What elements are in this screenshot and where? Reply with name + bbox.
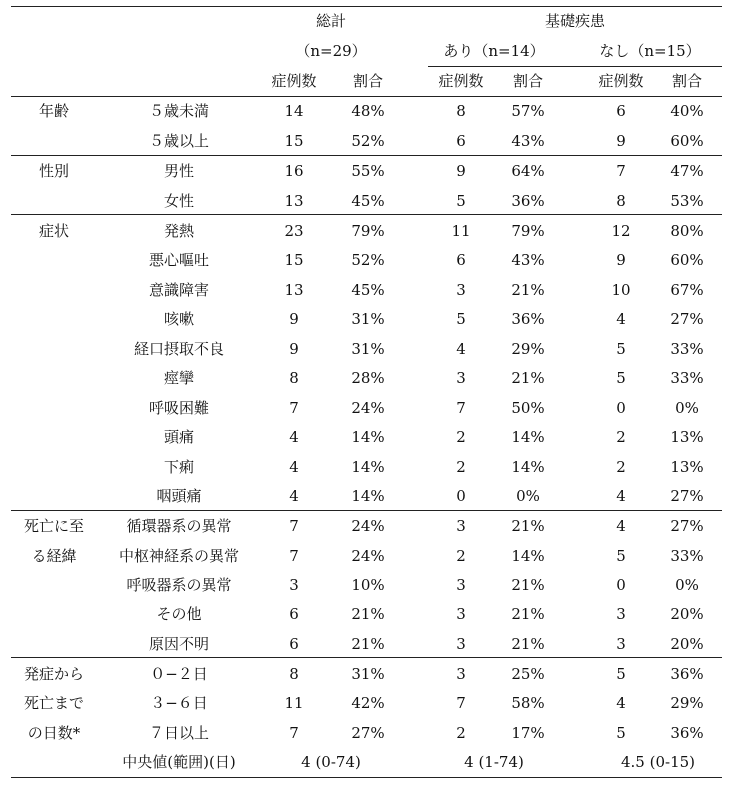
cell-ratio-total: 21% (351, 605, 385, 623)
row-item-label: ７日以上 (148, 724, 210, 742)
top-rule (11, 6, 722, 7)
cell-cases-total: 4 (289, 487, 299, 505)
cell-ratio-total: 31% (351, 310, 385, 328)
cell-cases-with: 3 (456, 281, 466, 299)
header-total-n: （n=29） (295, 42, 367, 60)
cell-ratio-with: 25% (511, 665, 545, 683)
cell-cases-total: 7 (289, 547, 299, 565)
cell-ratio-without: 33% (670, 340, 704, 358)
cell-ratio-with: 36% (511, 192, 545, 210)
cell-ratio-total: 45% (351, 192, 385, 210)
cell-cases-without: 0 (616, 576, 626, 594)
cell-ratio-with: 36% (511, 310, 545, 328)
cell-ratio-without: 80% (670, 222, 704, 240)
row-item-label: 痙攣 (163, 369, 195, 387)
cell-ratio-total: 45% (351, 281, 385, 299)
cell-cases-without: 2 (616, 458, 626, 476)
cell-cases-with: 3 (456, 517, 466, 535)
cell-ratio-without: 27% (670, 487, 704, 505)
cell-cases-total: 4 (289, 428, 299, 446)
cell-cases-total: 14 (284, 102, 304, 120)
cell-cases-with: 6 (456, 132, 466, 150)
header-total-title: 総計 (315, 12, 347, 30)
cell-ratio-total: 21% (351, 635, 385, 653)
row-item-label: 咽頭痛 (156, 487, 202, 505)
cell-cases-total: 15 (284, 251, 304, 269)
cell-ratio-with: 21% (511, 517, 545, 535)
cell-ratio-with: 21% (511, 576, 545, 594)
cell-ratio-with: 14% (511, 428, 545, 446)
cell-cases-without: 3 (616, 635, 626, 653)
cell-cases-total: 7 (289, 399, 299, 417)
cell-cases-with: 7 (456, 399, 466, 417)
cell-ratio-total: 79% (351, 222, 385, 240)
cell-ratio-without: 20% (670, 605, 704, 623)
cell-cases-without: 9 (616, 251, 626, 269)
cell-ratio-total: 42% (351, 694, 385, 712)
rule-after-age (11, 155, 722, 156)
cell-cases-without: 4 (616, 310, 626, 328)
cell-ratio-with: 21% (511, 635, 545, 653)
cell-ratio-without: 0% (675, 399, 699, 417)
cell-ratio-without: 0% (675, 576, 699, 594)
section-label: 発症から (23, 665, 85, 683)
cell-ratio-without: 36% (670, 665, 704, 683)
header-with-condition: あり（n=14） (443, 42, 545, 60)
cell-ratio-with: 43% (511, 251, 545, 269)
cell-ratio-without: 33% (670, 547, 704, 565)
cell-cases-with: 2 (456, 458, 466, 476)
cell-cases-without: 5 (616, 369, 626, 387)
cell-ratio-with: 21% (511, 281, 545, 299)
cell-ratio-with: 14% (511, 547, 545, 565)
row-item-label: 咳嗽 (163, 310, 195, 328)
cell-cases-total: 6 (289, 635, 299, 653)
cell-ratio-with: 29% (511, 340, 545, 358)
header-group-title: 基礎疾患 (544, 12, 606, 30)
cell-cases-with: 0 (456, 487, 466, 505)
row-item-label: 意識障害 (148, 281, 210, 299)
row-item-label: 下痢 (163, 458, 195, 476)
cell-ratio-total: 52% (351, 251, 385, 269)
cell-ratio-with: 64% (511, 162, 545, 180)
median-with: 4 (1-74) (464, 753, 524, 771)
header-without-condition: なし（n=15） (599, 42, 701, 60)
cell-ratio-total: 52% (351, 132, 385, 150)
section-label: 年齢 (38, 102, 70, 120)
cell-ratio-with: 17% (511, 724, 545, 742)
section-label: 症状 (38, 222, 70, 240)
rule-after-cause (11, 657, 722, 658)
cell-ratio-without: 27% (670, 310, 704, 328)
cell-cases-with: 2 (456, 547, 466, 565)
cell-cases-without: 10 (611, 281, 631, 299)
cell-cases-total: 13 (284, 281, 304, 299)
cell-cases-with: 5 (456, 310, 466, 328)
cell-ratio-total: 31% (351, 665, 385, 683)
cell-cases-without: 6 (616, 102, 626, 120)
median-without: 4.5 (0-15) (620, 753, 696, 771)
row-item-label: 呼吸困難 (148, 399, 210, 417)
cell-ratio-without: 67% (670, 281, 704, 299)
cell-ratio-total: 24% (351, 399, 385, 417)
median-label: 中央値(範囲)(日) (122, 753, 236, 771)
section-label: 性別 (38, 162, 70, 180)
header-ratio-with: 割合 (512, 72, 544, 90)
cell-cases-total: 23 (284, 222, 304, 240)
cell-cases-with: 9 (456, 162, 466, 180)
median-total: 4 (0-74) (301, 753, 361, 771)
cell-cases-with: 6 (456, 251, 466, 269)
cell-ratio-with: 0% (516, 487, 540, 505)
cell-cases-total: 7 (289, 517, 299, 535)
cell-ratio-without: 13% (670, 428, 704, 446)
row-item-label: 原因不明 (148, 635, 210, 653)
cell-ratio-without: 13% (670, 458, 704, 476)
cell-cases-total: 9 (289, 310, 299, 328)
cell-ratio-with: 50% (511, 399, 545, 417)
cell-ratio-total: 28% (351, 369, 385, 387)
cell-ratio-total: 27% (351, 724, 385, 742)
cell-cases-without: 2 (616, 428, 626, 446)
row-item-label: 男性 (163, 162, 195, 180)
row-item-label: その他 (156, 605, 202, 623)
bottom-rule (11, 777, 722, 778)
row-item-label: 中枢神経系の異常 (118, 547, 240, 565)
row-item-label: 循環器系の異常 (126, 517, 232, 535)
header-cases-total: 症例数 (271, 72, 317, 90)
cell-cases-with: 11 (451, 222, 471, 240)
cell-ratio-without: 20% (670, 635, 704, 653)
cell-cases-total: 11 (284, 694, 304, 712)
row-item-label: ３−６日 (150, 694, 208, 712)
cell-cases-total: 15 (284, 132, 304, 150)
cell-cases-without: 8 (616, 192, 626, 210)
cell-ratio-without: 60% (670, 251, 704, 269)
row-item-label: ０−２日 (150, 665, 208, 683)
group-underline (428, 66, 722, 67)
cell-cases-without: 12 (611, 222, 631, 240)
cell-cases-with: 4 (456, 340, 466, 358)
cell-cases-total: 8 (289, 665, 299, 683)
cell-ratio-total: 10% (351, 576, 385, 594)
row-item-label: ５歳以上 (148, 132, 210, 150)
row-item-label: ５歳未満 (148, 102, 210, 120)
cell-ratio-total: 55% (351, 162, 385, 180)
cell-cases-without: 5 (616, 340, 626, 358)
cell-ratio-total: 14% (351, 458, 385, 476)
cell-ratio-without: 36% (670, 724, 704, 742)
cell-ratio-with: 21% (511, 605, 545, 623)
cell-cases-without: 5 (616, 724, 626, 742)
rule-after-sex (11, 214, 722, 215)
cell-cases-total: 7 (289, 724, 299, 742)
header-ratio-without: 割合 (671, 72, 703, 90)
header-ratio-total: 割合 (352, 72, 384, 90)
cell-cases-with: 3 (456, 369, 466, 387)
cell-cases-without: 3 (616, 605, 626, 623)
cell-ratio-with: 79% (511, 222, 545, 240)
rule-after-symptoms (11, 510, 722, 511)
cell-ratio-with: 58% (511, 694, 545, 712)
header-cases-with: 症例数 (438, 72, 484, 90)
section-label: の日数* (27, 724, 81, 742)
cell-cases-total: 3 (289, 576, 299, 594)
cell-cases-total: 9 (289, 340, 299, 358)
cell-cases-with: 3 (456, 665, 466, 683)
cell-ratio-without: 60% (670, 132, 704, 150)
header-rule (11, 96, 722, 97)
cell-cases-total: 16 (284, 162, 304, 180)
row-item-label: 経口摂取不良 (133, 340, 225, 358)
row-item-label: 発熱 (163, 222, 195, 240)
cell-cases-with: 3 (456, 576, 466, 594)
row-item-label: 呼吸器系の異常 (126, 576, 232, 594)
cell-cases-total: 6 (289, 605, 299, 623)
cell-ratio-total: 14% (351, 487, 385, 505)
cell-cases-with: 7 (456, 694, 466, 712)
cell-ratio-total: 24% (351, 517, 385, 535)
row-item-label: 女性 (163, 192, 195, 210)
cell-ratio-total: 31% (351, 340, 385, 358)
cell-cases-without: 5 (616, 547, 626, 565)
row-item-label: 頭痛 (163, 428, 195, 446)
cell-cases-total: 8 (289, 369, 299, 387)
cell-cases-without: 7 (616, 162, 626, 180)
cell-ratio-without: 47% (670, 162, 704, 180)
cell-ratio-without: 27% (670, 517, 704, 535)
cell-ratio-total: 24% (351, 547, 385, 565)
cell-ratio-with: 43% (511, 132, 545, 150)
cell-ratio-without: 29% (670, 694, 704, 712)
cell-cases-with: 2 (456, 428, 466, 446)
cell-cases-without: 5 (616, 665, 626, 683)
cell-ratio-without: 40% (670, 102, 704, 120)
section-label: 死亡に至 (23, 517, 85, 535)
cell-cases-with: 5 (456, 192, 466, 210)
cell-cases-total: 13 (284, 192, 304, 210)
section-label: る経緯 (31, 547, 77, 565)
cell-ratio-without: 53% (670, 192, 704, 210)
cell-cases-with: 3 (456, 605, 466, 623)
cell-cases-without: 0 (616, 399, 626, 417)
cell-ratio-with: 57% (511, 102, 545, 120)
cell-cases-with: 3 (456, 635, 466, 653)
cell-cases-without: 4 (616, 487, 626, 505)
header-cases-without: 症例数 (598, 72, 644, 90)
cell-ratio-total: 48% (351, 102, 385, 120)
cell-cases-without: 4 (616, 694, 626, 712)
cell-ratio-with: 14% (511, 458, 545, 476)
cell-cases-with: 8 (456, 102, 466, 120)
row-item-label: 悪心嘔吐 (148, 251, 210, 269)
cell-ratio-total: 14% (351, 428, 385, 446)
cell-cases-without: 4 (616, 517, 626, 535)
cell-ratio-without: 33% (670, 369, 704, 387)
cell-ratio-with: 21% (511, 369, 545, 387)
cell-cases-with: 2 (456, 724, 466, 742)
section-label: 死亡まで (23, 694, 85, 712)
cell-cases-without: 9 (616, 132, 626, 150)
cell-cases-total: 4 (289, 458, 299, 476)
